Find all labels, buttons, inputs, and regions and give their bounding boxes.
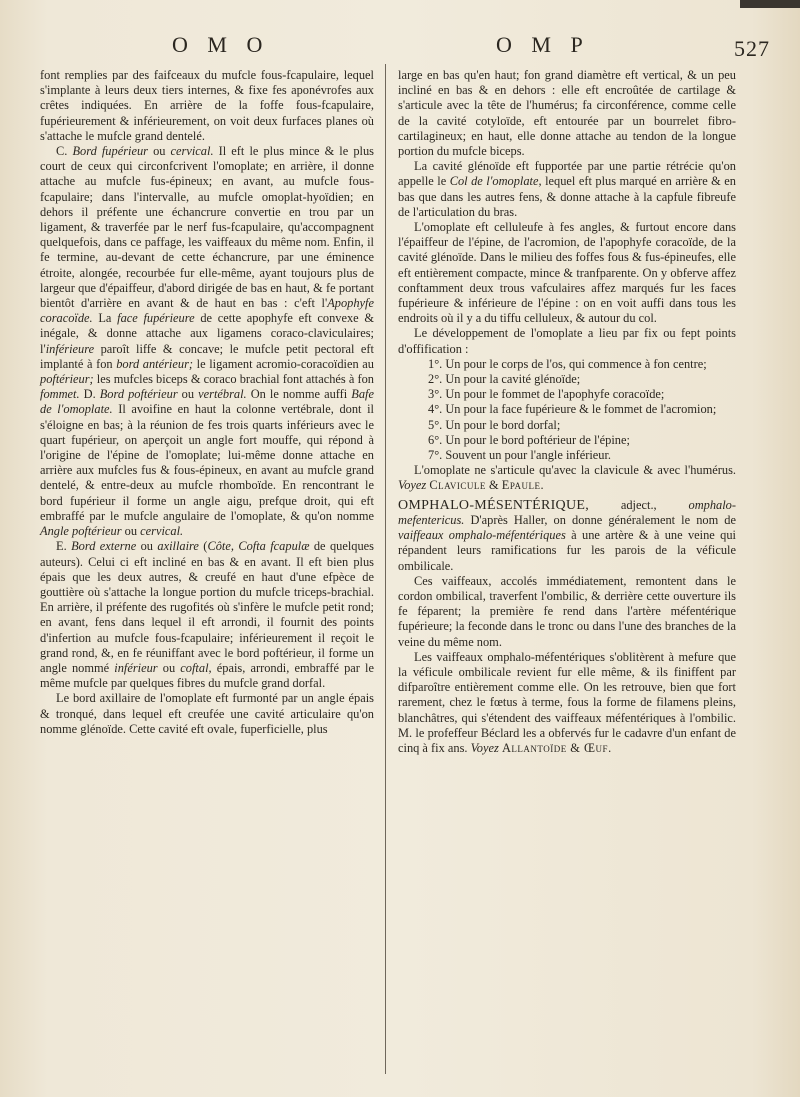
entry-headword: OMPHALO-MÉSENTÉRIQUE,: [398, 497, 590, 513]
list-item: 3°. Un pour le fommet de l'apophyfe coracoïde;: [428, 387, 665, 402]
column-right: [398, 68, 736, 756]
paragraph: Le développement de l'omoplate a lieu par fix ou fept points d'offification :: [398, 326, 736, 356]
running-header: [0, 32, 800, 66]
list-item: 2°. Un pour la cavité glénoïde;: [428, 372, 581, 387]
paragraph: font remplies par des faifceaux du mufcle fous-fcapulaire, lequel s'implante à leurs deux tiers internes, & fixe fes aponévrofes aux crêtes indiquées. En arrière de la foffe fous-fcapulaire, fupérieurement & inférieurement, on voit deux furfaces planes où s'attache le mufcle grand dentelé.: [40, 68, 374, 143]
paragraph: C. Bord fupérieur ou cervical. Il eft le plus mince & le plus court de ceux qui circonfcrivent l'omoplate; en arrière, il donne attache au mufcle fus-épineux; en avant, au mufcle fous-fcapulaire; dans l'intervalle, au mufcle omoplat-hyoïdien; en dehors il préfente une échancrure convertie en trou par un ligament, & traverfée par le nerf fus-fcapulaire, qu'accompagnent quelquefois, dans ce paffage, les vaiffeaux du même nom. Enfin, il fe termine, au-devant de cette échancrure, par une éminence étroite, alongée, recourbée fur elle-même, ayant toujours plus de largeur que d'épaiffeur, d'abord dirigée de bas en haut, & fe portant bientôt d'arrière en avant & de haut en bas : c'eft l'Apophyfe coracoïde. La face fupérieure de cette apophyfe eft convexe & inégale, & donne attache aux ligamens coraco-claviculaires; l'inférieure paroît liffe & concave; le mufcle petit pectoral eft implanté à fon bord antérieur; le ligament acromio-coracoïdien au poftérieur; les mufcles biceps & coraco brachial font attachés à fon fommet. D. Bord poftérieur ou vertébral. On le nomme auffi Bafe de l'omoplate. Il avoifine en haut la colonne vertébrale, dont il s'éloigne en bas; à la réunion de fes trois quarts inférieurs avec le quart fupérieur, on aperçoit un angle fort mouffe, qui répond à l'origine de l'épine de l'omoplate; lui-même donne attache en arrière aux mufcles fus & fous-épineux, en avant au mufcle grand dentelé, & entre-deux au mufcle rhomboïde. En rencontrant le bord fupérieur il forme un angle aigu, prefque droit, qui eft embraffé par le mufcle angulaire de l'omoplate, & qu'on nomme Angle poftérieur ou cervical.: [40, 144, 374, 539]
list-item: 4°. Un pour la face fupérieure & le fommet de l'acromion;: [428, 402, 717, 417]
paragraph: L'omoplate eft celluleufe à fes angles, & furtout encore dans l'épaiffeur de l'épine, de l'acromion, de l'apophyfe coracoïde, de la cavité glénoïde. Dans le milieu des foffes fous & fus-épineufes, elle eft entièrement compacte, mince & tranfparente. On y obferve affez conftamment deux trous vafculaires affez marqués fur les faces fupérieure & inférieure de l'épine : on en voit auffi dans tous les endroits où il y a du tiffu celluleux, & autour du col.: [398, 220, 736, 326]
column-left: [40, 68, 374, 737]
list-item: 7°. Souvent un pour l'angle inférieur.: [428, 448, 612, 463]
list-item: 1°. Un pour le corps de l'os, qui commence à fon centre;: [428, 356, 707, 371]
paragraph: large en bas qu'en haut; fon grand diamètre eft vertical, & un peu incliné en bas & en dehors : elle eft encroûtée de cartilage & s'articule avec la tête de l'humérus; fa circonférence, comme celle de la cavité cotyloïde, eft entourée par un bourrelet fibro-cartilagineux; en haut, elle donne attache au tendon de la longue portion du mufcle biceps.: [398, 68, 736, 159]
list-item: 5°. Un pour le bord dorfal;: [428, 417, 561, 432]
paragraph: La cavité glénoïde eft fupportée par une partie rétrécie qu'on appelle le Col de l'omoplate, lequel eft plus marqué en arrière & en bas que dans les autres fens, & donne attache à la capfule fibreufe de l'articulation du bras.: [398, 159, 736, 219]
paragraph: E. Bord externe ou axillaire (Côte, Cofta fcapulæ de quelques auteurs). Celui ci eft incliné en bas & en avant. Il eft bien plus épais que les deux autres, & creufé en haut d'une efpèce de gouttière où s'attache la longue portion du mufcle triceps-brachial. En arrière, il préfente des rugofités où s'infère le mufcle petit rond; en avant, fens dans lequel il eft arrondi, il fournit des points d'infertion au mufcle fous-fcapulaire; inférieurement il reçoit le grand rond, &, en fe réuniffant avec le bord poftérieur, il forme un angle nommé inférieur ou coftal, épais, arrondi, embraffé par le même mufcle par quelques fibres du mufcle grand dorfal.: [40, 539, 374, 691]
column-rule: [385, 64, 386, 1074]
paragraph: Ces vaiffeaux, accolés immédiatement, remontent dans le cordon ombilical, traverfent l'ombilic, & derrière cette ouverture ils fe féparent; la première fe rend dans l'artère méfentérique fupérieure; la feconde dans le tronc ou dans l'une des branches de la veine du même nom.: [398, 573, 736, 649]
paragraph: Les vaiffeaux omphalo-méfentériques s'oblitèrent à mefure que la véficule ombilicale revient fur elle même, & ils finiffent par difparoître entièrement comme elle. On les retrouve, bien que fort rarement, chez le fœtus à terme, fous la forme de filamens pleins, blanchâtres, qui s'étendent des vaiffeaux méfentériques à l'ombilic. M. le profeffeur Béclard les a obfervés fur le cadavre d'un enfant de cinq à fix ans. Voyez Allantoïde & Œuf.: [398, 649, 736, 755]
page-number: 527: [734, 36, 770, 61]
running-head-left: O M O: [172, 32, 270, 57]
list-item: 6°. Un pour le bord poftérieur de l'épine;: [428, 432, 630, 447]
paragraph: L'omoplate ne s'articule qu'avec la clavicule & avec l'humérus. Voyez Clavicule & Epaule.: [398, 463, 736, 493]
dictionary-entry: OMPHALO-MÉSENTÉRIQUE, adject., omphalo-mefentericus. D'après Haller, on donne généralement le nom de vaiffeaux omphalo-méfentériques à une artère & à une veine qui répandent leurs ramifications fur les parois de la véficule ombilicale.: [398, 497, 736, 573]
page-edge-mark: [740, 0, 800, 8]
running-head-right: O M P: [496, 32, 590, 57]
paragraph: Le bord axillaire de l'omoplate eft furmonté par un angle épais & tronqué, dans lequel eft creufée une cavité articulaire qu'on nomme glénoïde. Cette cavité eft ovale, fuperficielle, plus: [40, 691, 374, 736]
